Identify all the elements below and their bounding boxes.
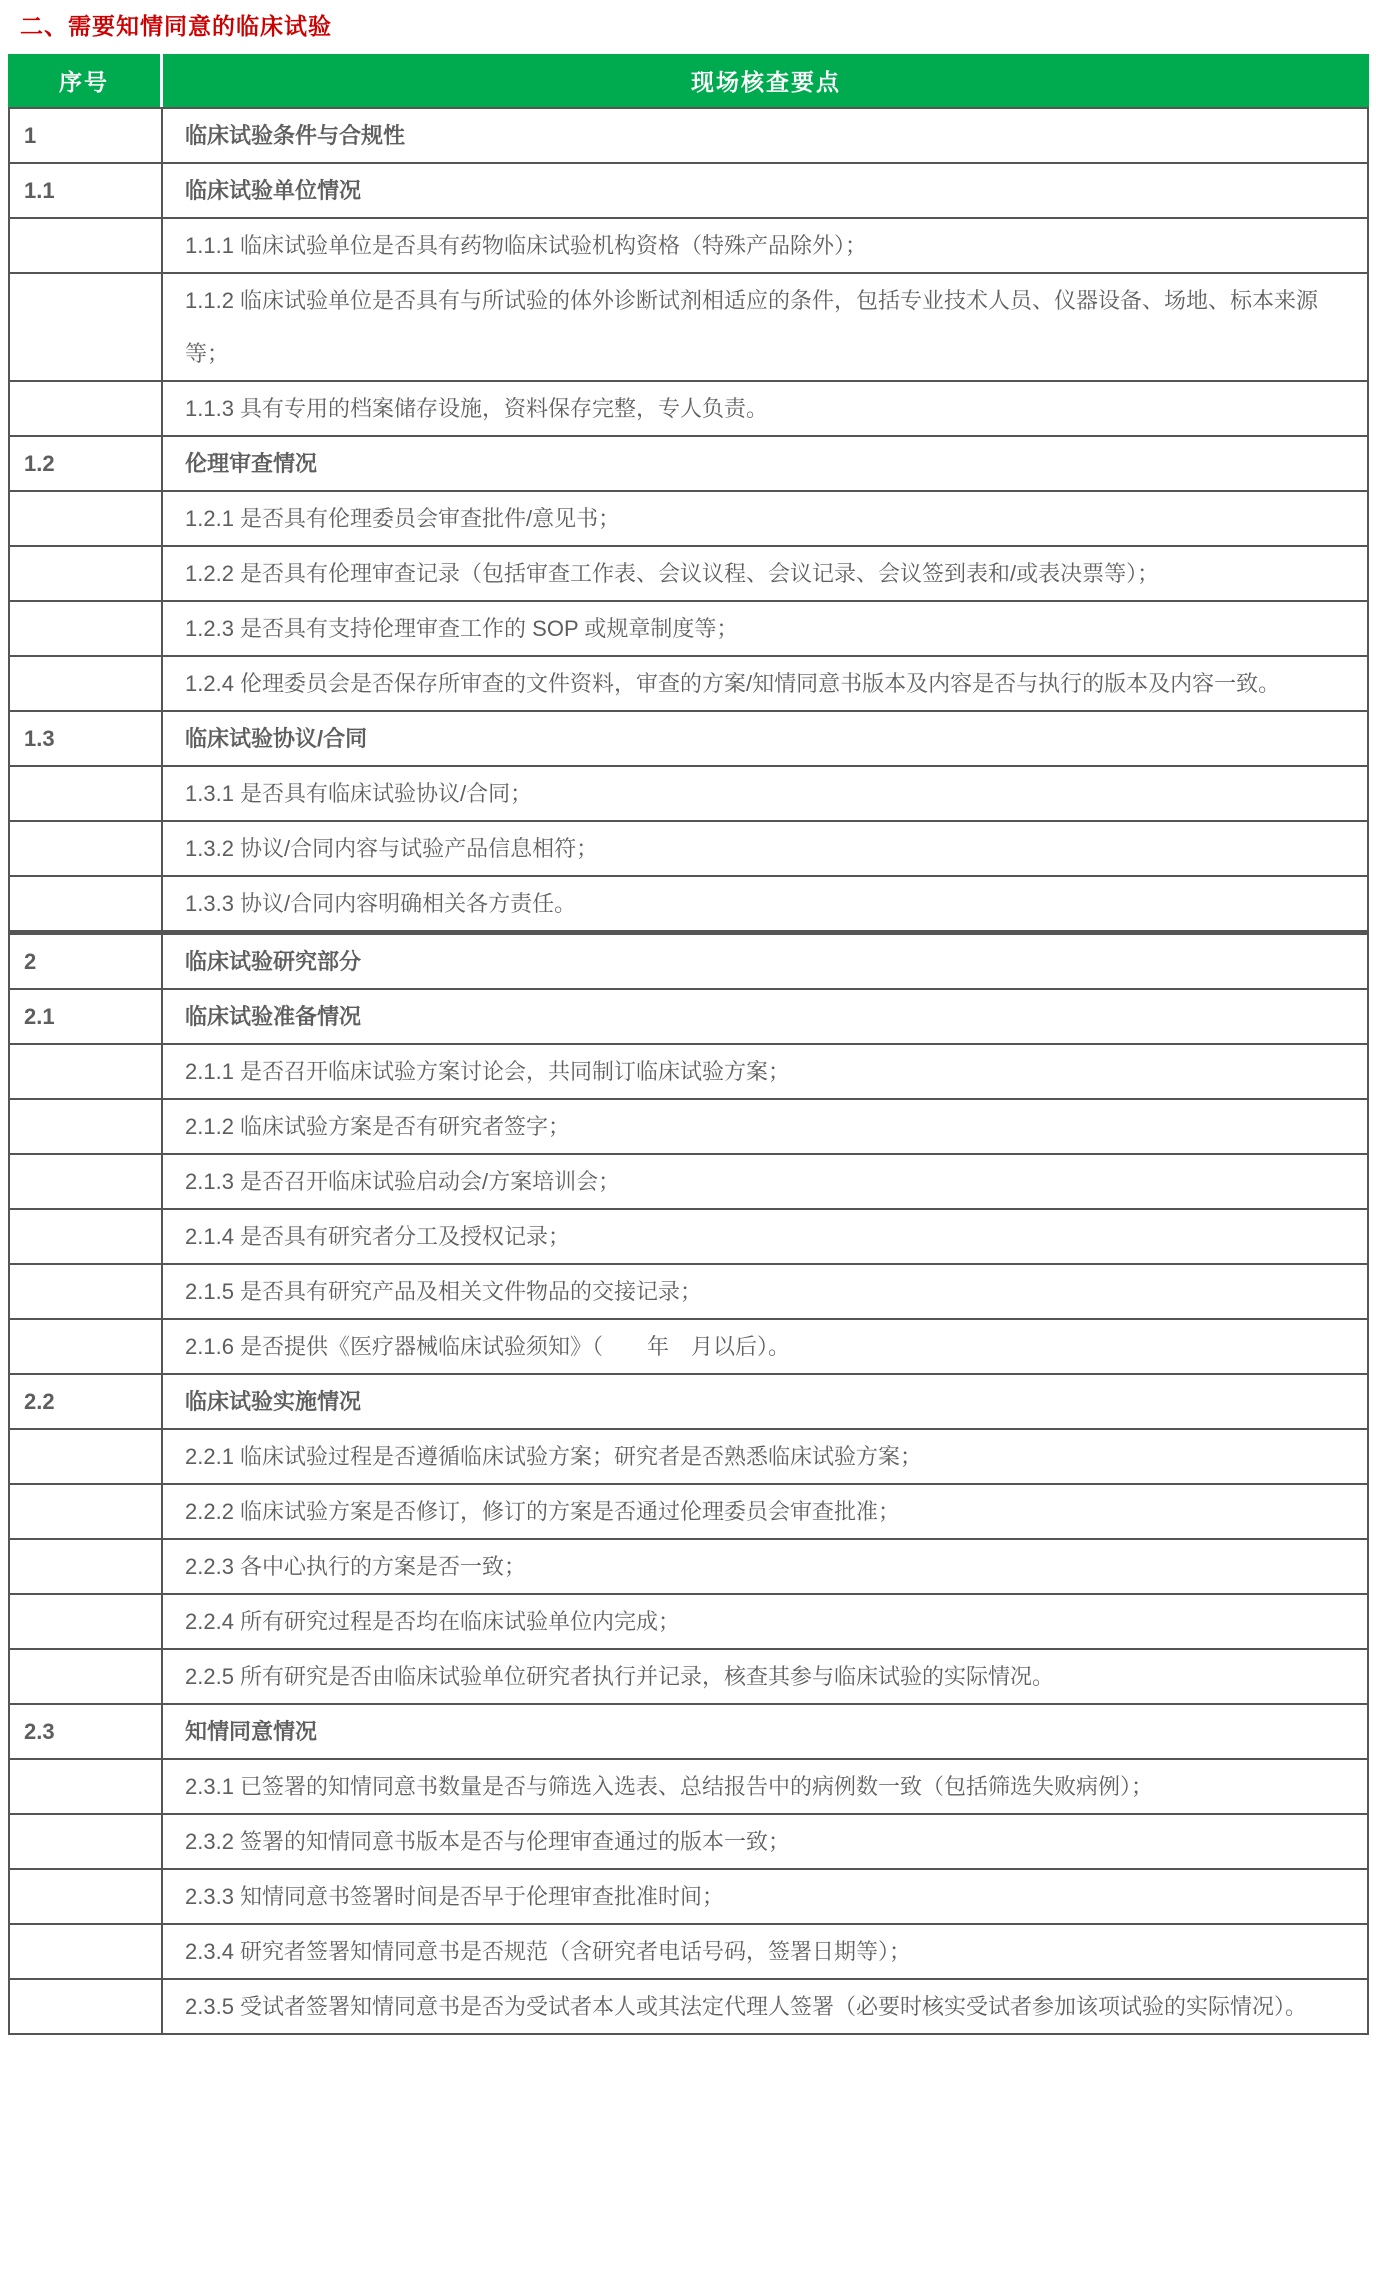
row-text-cell [163,935,1367,988]
row-text: 2.2.1 临床试验过程是否遵循临床试验方案；研究者是否熟悉临床试验方案； [185,1444,923,1469]
row-text-cell [163,822,1367,875]
row-text: 临床试验条件与合规性 [185,123,406,148]
row-text: 1.2.4 伦理委员会是否保存所审查的文件资料，审查的方案/知情同意书版本及内容是否与执行的版本及内容一致。 [185,671,1281,696]
row-text-cell [163,1595,1367,1648]
row-text: 1.2.1 是否具有伦理委员会审查批件/意见书； [185,506,621,531]
row-number-cell [10,547,163,600]
row-number-cell [10,712,163,765]
table-row [10,655,1367,710]
row-number: 2.1 [24,1004,55,1029]
table-row [10,710,1367,765]
row-number-cell [10,1210,163,1263]
row-text-cell [163,547,1367,600]
row-text-cell [163,109,1367,162]
row-text-cell [163,274,1367,380]
table-row [10,988,1367,1043]
table-row [10,600,1367,655]
table-row [10,1153,1367,1208]
row-text-cell [163,1045,1367,1098]
row-number-cell [10,1815,163,1868]
row-number-cell [10,935,163,988]
table-row [10,272,1367,380]
table-row [10,107,1367,162]
row-text: 1.3.3 协议/合同内容明确相关各方责任。 [185,891,577,916]
table-row [10,1373,1367,1428]
inspection-table [8,54,1369,2035]
row-text: 1.2.3 是否具有支持伦理审查工作的 SOP 或规章制度等； [185,616,739,641]
row-number: 2.2 [24,1389,55,1414]
row-number-cell [10,1595,163,1648]
row-text-cell [163,164,1367,217]
row-text-cell [163,1320,1367,1373]
row-number-cell [10,1870,163,1923]
row-text: 1.2.2 是否具有伦理审查记录（包括审查工作表、会议议程、会议记录、会议签到表和/或表决票等）； [185,561,1160,586]
row-text-cell [163,877,1367,930]
table-row [10,1483,1367,1538]
row-text: 2.2.2 临床试验方案是否修订，修订的方案是否通过伦理委员会审查批准； [185,1499,901,1524]
row-number-cell [10,822,163,875]
row-number: 1 [24,123,37,148]
row-text: 2.3.2 签署的知情同意书版本是否与伦理审查通过的版本一致； [185,1829,791,1854]
row-text: 1.1.2 临床试验单位是否具有与所试验的体外诊断试剂相适应的条件，包括专业技术人员、仪器设备、场地、标本来源等； [185,288,1319,366]
row-number-cell [10,1265,163,1318]
table-row [10,1098,1367,1153]
row-text: 1.3.2 协议/合同内容与试验产品信息相符； [185,836,599,861]
row-text-cell [163,492,1367,545]
row-number-cell [10,1155,163,1208]
row-text: 2.1.1 是否召开临床试验方案讨论会，共同制订临床试验方案； [185,1059,791,1084]
row-text-cell [163,602,1367,655]
row-number-cell [10,1760,163,1813]
row-text: 2.2.3 各中心执行的方案是否一致； [185,1554,527,1579]
row-number-cell [10,1650,163,1703]
table-row [10,1593,1367,1648]
row-text: 2.1.4 是否具有研究者分工及授权记录； [185,1224,571,1249]
row-text: 2.1.3 是否召开临床试验启动会/方案培训会； [185,1169,621,1194]
row-number: 1.3 [24,726,55,751]
row-text: 2.3.4 研究者签署知情同意书是否规范（含研究者电话号码，签署日期等）； [185,1939,912,1964]
table-row [10,1538,1367,1593]
row-text: 2.1.5 是否具有研究产品及相关文件物品的交接记录； [185,1279,703,1304]
row-text: 1.3.1 是否具有临床试验协议/合同； [185,781,533,806]
row-number-cell [10,877,163,930]
row-number-cell [10,1485,163,1538]
row-text: 2.3.1 已签署的知情同意书数量是否与筛选入选表、总结报告中的病例数一致（包括筛选失败病例）； [185,1774,1154,1799]
row-text-cell [163,1155,1367,1208]
table-row [10,435,1367,490]
row-text: 临床试验协议/合同 [185,726,368,751]
row-text: 2.1.6 是否提供《医疗器械临床试验须知》（ 年 月以后）。 [185,1334,791,1359]
row-number-cell [10,1100,163,1153]
row-number-cell [10,437,163,490]
row-text: 伦理审查情况 [185,451,318,476]
row-text: 临床试验准备情况 [185,1004,362,1029]
table-row [10,820,1367,875]
row-text: 临床试验单位情况 [185,178,362,203]
table-row [10,1868,1367,1923]
row-text: 临床试验实施情况 [185,1389,362,1414]
table-row [10,1923,1367,1978]
row-text-cell [163,1815,1367,1868]
table-row [10,490,1367,545]
row-number: 1.1 [24,178,55,203]
row-number-cell [10,1430,163,1483]
header-cell-number: 序号 [8,54,163,107]
row-text: 1.1.1 临床试验单位是否具有药物临床试验机构资格（特殊产品除外）； [185,233,868,258]
table-row [10,875,1367,930]
table-row [10,1978,1367,2033]
row-text-cell [163,1760,1367,1813]
row-number-cell [10,109,163,162]
row-number-cell [10,767,163,820]
row-text-cell [163,382,1367,435]
row-text: 2.3.3 知情同意书签署时间是否早于伦理审查批准时间； [185,1884,725,1909]
row-number-cell [10,219,163,272]
row-text-cell [163,437,1367,490]
row-number-cell [10,1375,163,1428]
row-number-cell [10,1925,163,1978]
table-row [10,1428,1367,1483]
row-number-cell [10,492,163,545]
row-text: 2.1.2 临床试验方案是否有研究者签字； [185,1114,571,1139]
table-body [8,107,1369,2035]
header-cell-check-points: 现场核查要点 [691,69,841,95]
row-number-cell [10,382,163,435]
table-row [10,545,1367,600]
table-row [10,1318,1367,1373]
row-text-cell [163,712,1367,765]
row-number-cell [10,1980,163,2033]
row-text-cell [163,1485,1367,1538]
row-text-cell [163,657,1367,710]
row-number-cell [10,657,163,710]
row-text-cell [163,1100,1367,1153]
row-text-cell [163,1705,1367,1758]
row-text: 2.2.5 所有研究是否由临床试验单位研究者执行并记录，核查其参与临床试验的实际情况。 [185,1664,1055,1689]
table-row [10,1208,1367,1263]
row-text-cell [163,219,1367,272]
row-text-cell [163,1925,1367,1978]
row-number-cell [10,1320,163,1373]
table-row [10,1648,1367,1703]
row-number-cell [10,1045,163,1098]
row-number-cell [10,602,163,655]
table-row [10,1813,1367,1868]
row-text-cell [163,1980,1367,2033]
row-text: 临床试验研究部分 [185,949,362,974]
row-text: 2.3.5 受试者签署知情同意书是否为受试者本人或其法定代理人签署（必要时核实受试者参加该项试验的实际情况）。 [185,1994,1308,2019]
row-text: 1.1.3 具有专用的档案储存设施，资料保存完整，专人负责。 [185,396,769,421]
table-row [10,765,1367,820]
page-title: 二、需要知情同意的临床试验 [20,13,332,39]
row-text-cell [163,1375,1367,1428]
row-text-cell [163,1210,1367,1263]
row-number-cell [10,990,163,1043]
row-number-cell [10,1705,163,1758]
table-row [10,1758,1367,1813]
row-text-cell [163,1540,1367,1593]
row-number-cell [10,164,163,217]
table-header-row [8,54,1369,107]
row-text-cell [163,767,1367,820]
row-number-cell [10,1540,163,1593]
table-row [10,380,1367,435]
row-number: 2.3 [24,1719,55,1744]
table-row [10,162,1367,217]
table-row [10,930,1367,988]
table-row [10,1043,1367,1098]
row-number: 2 [24,949,37,974]
row-number: 1.2 [24,451,55,476]
row-number-cell [10,274,163,380]
row-text: 知情同意情况 [185,1719,318,1744]
row-text: 2.2.4 所有研究过程是否均在临床试验单位内完成； [185,1609,681,1634]
row-text-cell [163,1265,1367,1318]
table-row [10,1263,1367,1318]
table-row [10,1703,1367,1758]
row-text-cell [163,1650,1367,1703]
row-text-cell [163,990,1367,1043]
row-text-cell [163,1870,1367,1923]
row-text-cell [163,1430,1367,1483]
table-row [10,217,1367,272]
